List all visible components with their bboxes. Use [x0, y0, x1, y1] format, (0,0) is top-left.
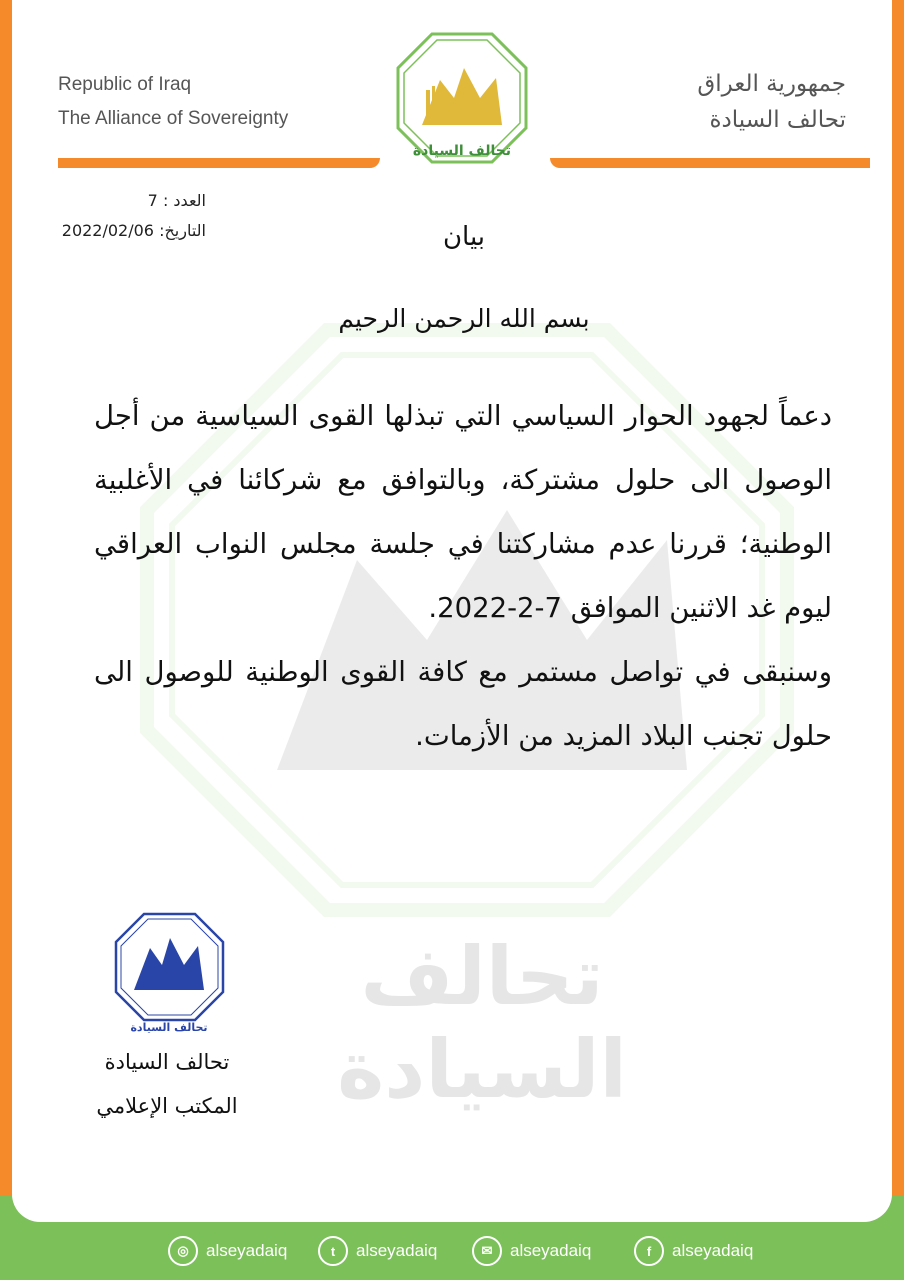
header-divider-left: [58, 158, 380, 168]
basmala: بسم الله الرحمن الرحيم: [338, 304, 590, 333]
header-ar-line1: جمهورية العراق: [697, 71, 846, 97]
signature-line1: تحالف السيادة: [104, 1050, 230, 1074]
number-value: 7: [147, 191, 158, 210]
header-en-line2: The Alliance of Sovereignty: [58, 108, 289, 129]
date-value: 2022/02/06: [61, 221, 154, 240]
social-email[interactable]: [472, 1234, 591, 1268]
letterhead-page: [12, 0, 892, 1222]
signature-logo: [112, 910, 227, 1035]
statement-body: [94, 384, 832, 768]
header-en-line1: Republic of Iraq: [58, 74, 192, 95]
header-english: [58, 68, 288, 136]
watermark-text: تحالف السيادة: [337, 930, 627, 1116]
statement-paragraph-1: دعماً لجهود الحوار السياسي التي تبذلها القوى السياسية من أجل الوصول الى حلول مشتركة، وبالتوافق مع شركائنا في الأغلبية الوطنية؛ قررنا عدم مشاركتنا في جلسة مجلس النواب العراقي ليوم غد الاثنين الموافق 7-2-2022.: [94, 400, 832, 624]
signature-logo-caption: تحالف السيادة: [130, 1021, 208, 1034]
reference-number: [36, 186, 206, 216]
social-handle: alseyadaiq: [356, 1241, 438, 1260]
social-handle: alseyadaiq: [510, 1241, 592, 1260]
email-icon: ✉: [472, 1236, 502, 1266]
header-arabic: [697, 66, 846, 138]
signature-line2: المكتب الإعلامي: [96, 1094, 238, 1118]
facebook-icon: f: [634, 1236, 664, 1266]
social-handle: alseyadaiq: [206, 1241, 288, 1260]
social-handle: alseyadaiq: [672, 1241, 754, 1260]
twitter-icon: t: [318, 1236, 348, 1266]
social-web[interactable]: [168, 1234, 287, 1268]
statement-paragraph-2: وسنبقى في تواصل مستمر مع كافة القوى الوطنية للوصول الى حلول تجنب البلاد المزيد من الأزمات.: [94, 656, 832, 752]
web-icon: ◎: [168, 1236, 198, 1266]
social-facebook[interactable]: [634, 1234, 753, 1268]
header-ar-line2: تحالف السيادة: [709, 107, 846, 133]
number-label: العدد :: [162, 191, 206, 210]
statement-title: بيان: [442, 222, 486, 252]
logo-caption: تحالف السيادة: [412, 143, 512, 159]
date-label: التاريخ:: [159, 221, 206, 240]
social-twitter[interactable]: [318, 1234, 437, 1268]
alliance-logo: [392, 30, 532, 170]
signature-block: [62, 1040, 272, 1128]
header-divider-right: [550, 158, 870, 168]
